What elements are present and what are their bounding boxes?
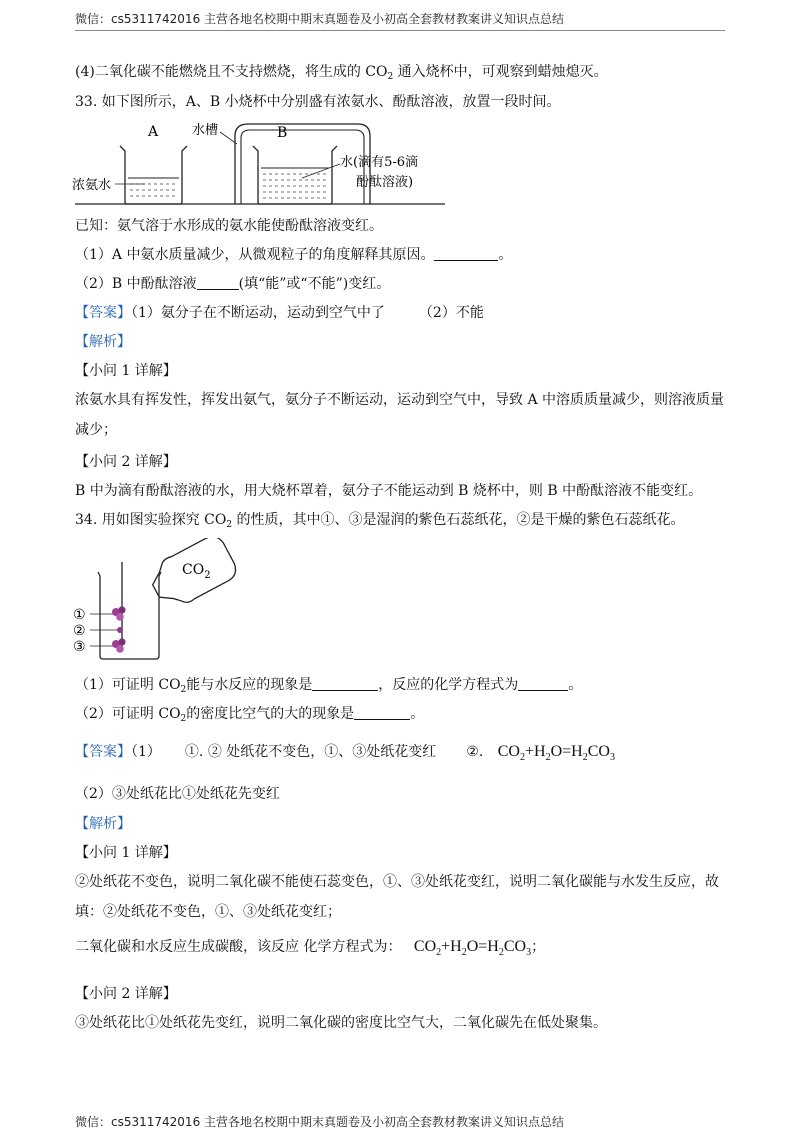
answer-blank[interactable]	[312, 676, 378, 691]
answer-tag: 【答案】	[75, 305, 131, 321]
answer-blank[interactable]	[197, 275, 239, 290]
q34-subq2-a: （2）可证明 CO	[75, 706, 181, 722]
label-circle-3: ③	[73, 639, 86, 655]
label-b: B	[277, 125, 288, 141]
header-divider	[75, 30, 725, 31]
q33-subq1	[75, 245, 725, 265]
q34-subq2-b: 的密度比空气的大的现象是	[186, 706, 355, 722]
answer-blank[interactable]	[434, 246, 498, 261]
q32-line4-sub: 2	[387, 72, 394, 82]
q34-subq1-a: （1）可证明 CO	[75, 677, 181, 693]
q34-answer-1	[75, 742, 725, 768]
label-co2: $CO_2$	[182, 562, 211, 581]
q34-subq1-sub: 2	[180, 685, 187, 695]
q33-detail1-line2: 减少；	[75, 422, 117, 438]
answer-blank[interactable]	[518, 676, 568, 691]
q34-detail1-line3	[75, 937, 725, 963]
label-water-pointer	[302, 164, 340, 178]
label-trough: 水槽	[192, 123, 219, 138]
q32-line4-text-b: 通入烧杯中，可观察到蜡烛熄灭。	[393, 64, 608, 80]
q33-known: 已知：氨气溶于水形成的氨水能使酚酞溶液变红。	[75, 218, 383, 234]
q34-answer-1b: ②.	[466, 744, 484, 760]
paper-flower-2	[90, 627, 123, 633]
q34-analysis-tag: 【解析】	[75, 816, 131, 832]
q34-detail1-line3-end: ；	[531, 939, 546, 955]
paper-flower-1	[90, 606, 126, 620]
label-ammonia: 浓氨水	[72, 178, 112, 193]
q33-answer-1: （1）氨分子在不断运动，运动到空气中了	[131, 305, 385, 321]
q34-detail2-tag: 【小问 2 详解】	[75, 986, 177, 1002]
beaker-b	[253, 146, 337, 204]
q33-subq2-text: （2）B 中酚酞溶液	[75, 276, 197, 292]
q34-detail1-tag: 【小问 1 详解】	[75, 845, 177, 861]
q34-detail1-line3-text: 二氧化碳和水反应生成碳酸，该反应 化学方程式为：	[75, 939, 402, 955]
q33-detail2-line1: B 中为滴有酚酞溶液的水，用大烧杯罩着，氨分子不能运动到 B 烧杯中，则 B 中酚酞溶液不能变红。	[75, 483, 703, 499]
q34-answer-1a: ①. ② 处纸花不变色，①、③处纸花变红	[184, 744, 437, 760]
label-water-1: 水(滴有5-6滴	[340, 155, 419, 170]
q34-detail1-line2: 填：②处纸花不变色，①、③处纸花变红；	[75, 904, 341, 920]
q34-subq1-b: 能与水反应的现象是	[186, 677, 313, 693]
q34-subq2	[75, 704, 725, 729]
q34-subq2-sub: 2	[180, 714, 187, 724]
q34-stem-sub: 2	[226, 520, 233, 530]
page-footer: 微信：cs5311742016 主营各地名校期中期末真题卷及小初高全套教材教案讲义知识点总结	[75, 1115, 565, 1129]
q33-subq2	[75, 274, 725, 294]
label-circle-2: ②	[73, 623, 86, 639]
q32-line4-text-a: (4)二氧化碳不能燃烧且不支持燃烧，将生成的 CO	[75, 64, 388, 80]
label-a: A	[148, 124, 159, 140]
q33-detail1-tag: 【小问 1 详解】	[75, 363, 177, 379]
q34-stem	[75, 510, 725, 535]
paper-flower-3	[90, 638, 126, 652]
q33-subq1-text: （1）A 中氨水质量减少，从微观粒子的角度解释其原因。	[75, 247, 435, 263]
q33-subq2-end: (填“能”或“不能”)变红。	[238, 276, 391, 292]
q34-subq1	[75, 675, 725, 700]
chemical-equation: $CO_2+H_2O=H_2CO_3$	[413, 938, 532, 958]
chemical-equation: $CO_2+H_2O=H_2CO_3$	[497, 743, 615, 763]
q33-answer-2: （2）不能	[418, 305, 484, 321]
q34-subq1-d: 。	[568, 677, 583, 693]
q34-detail2-line1: ③处纸花比①处纸花先变红，说明二氧化碳的密度比空气大，二氧化碳先在低处聚集。	[75, 1015, 607, 1031]
beaker-a	[120, 146, 187, 204]
q33-detail2-tag: 【小问 2 详解】	[75, 454, 177, 470]
q33-analysis-tag: 【解析】	[75, 334, 131, 350]
label-circle-1: ①	[73, 607, 86, 623]
q33-answer	[75, 303, 725, 323]
label-water-2: 酚酞溶液)	[356, 175, 414, 190]
q33-subq1-end: 。	[498, 247, 513, 263]
q34-subq1-c: ，反应的化学方程式为	[378, 677, 519, 693]
q34-answer-2: （2）③处纸花比①处纸花先变红	[75, 786, 280, 802]
q33-figure	[70, 116, 450, 212]
page-header: 微信：cs5311742016 主营各地名校期中期末真题卷及小初高全套教材教案讲义知识点总结	[75, 12, 565, 26]
q34-detail1-line1: ②处纸花不变色，说明二氧化碳不能使石蕊变色，①、③处纸花变红，说明二氧化碳能与水发生反应，故	[75, 874, 719, 890]
q32-line4	[75, 62, 725, 87]
q34-subq2-c: 。	[410, 706, 425, 722]
q34-stem-a: 34. 用如图实验探究 CO	[75, 512, 227, 528]
q33-detail1-line1: 浓氨水具有挥发性，挥发出氨气，氨分子不断运动，运动到空气中，导致 A 中溶质质量减少，则溶液质量	[75, 392, 725, 408]
answer-blank[interactable]	[354, 705, 410, 720]
answer-tag: 【答案】	[75, 744, 131, 760]
q34-stem-b: 的性质，其中①、③是湿润的紫色石蕊纸花，②是干燥的紫色石蕊纸花。	[232, 512, 685, 528]
q34-answer-1-num: （1）	[131, 744, 161, 760]
q33-stem: 33. 如下图所示，A、B 小烧杯中分别盛有浓氨水、酚酞溶液，放置一段时间。	[75, 94, 561, 110]
q34-figure	[70, 538, 250, 668]
